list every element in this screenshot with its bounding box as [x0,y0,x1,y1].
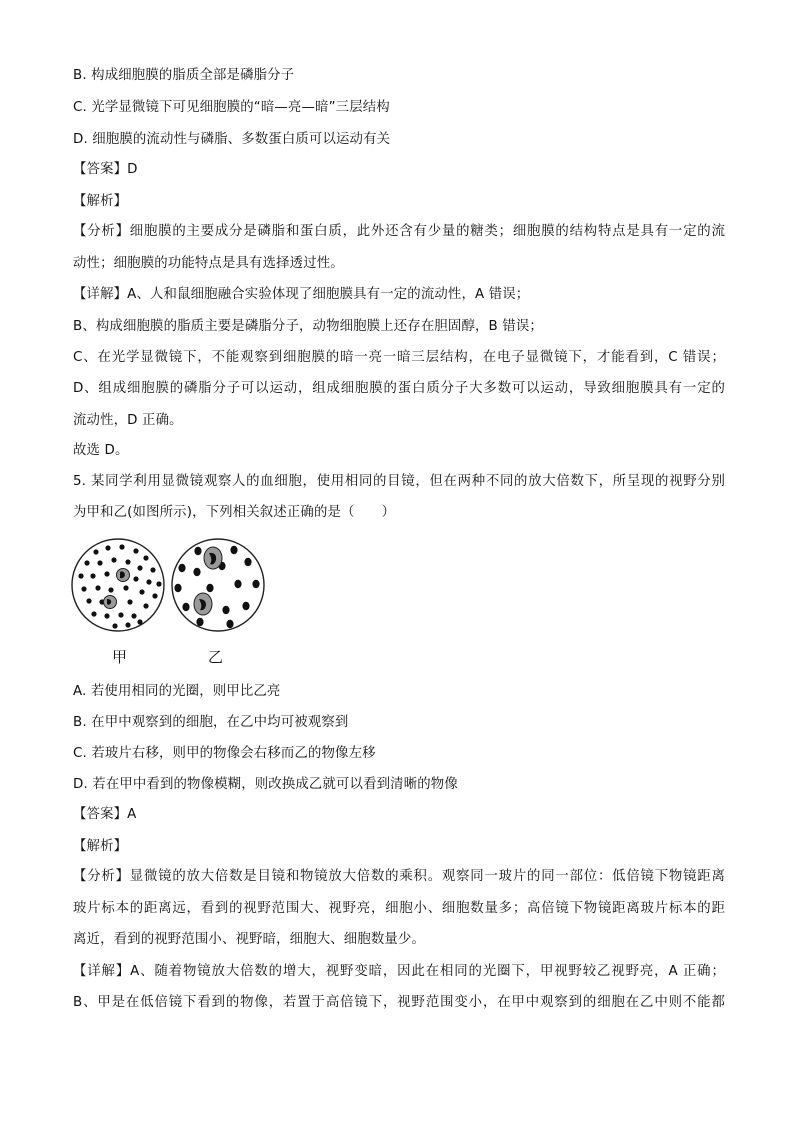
question-5-line1: 5. 某同学利用显微镜观察人的血细胞，使用相同的目镜，但在两种不同的放大倍数下，所呈现的视野分别 [73,474,725,489]
option-a-q5: A. 若使用相同的光圈，则甲比乙亮 [73,684,281,699]
option-d-q4: D. 细胞膜的流动性与磷脂、多数蛋白质可以运动有关 [73,132,391,147]
answer-q4: 【答案】D [73,162,138,177]
microscope-fields-figure [70,536,270,666]
analysis-q4-line1: 【分析】细胞膜的主要成分是磷脂和蛋白质，此外还含有少量的糖类；细胞膜的结构特点是具有一定的流 [73,224,725,239]
analysis-q5-line1: 【分析】显微镜的放大倍数是目镜和物镜放大倍数的乘积。观察同一玻片的同一部位：低倍镜下物镜距离 [73,869,725,884]
analysis-heading-q5: 【解析】 [73,839,128,854]
field-jia [72,539,164,631]
analysis-heading-q4: 【解析】 [73,194,128,209]
choice-q4: 故选 D。 [73,443,129,458]
option-c-q4: C. 光学显微镜下可见细胞膜的“暗—亮—暗”三层结构 [73,100,390,115]
blood-cell-fields-drawing [70,536,270,666]
label-yi: 乙 [208,648,224,666]
option-c-q5: C. 若玻片右移，则甲的物像会右移而乙的物像左移 [73,746,376,761]
analysis-q5-line2: 玻片标本的距离远，看到的视野范围大、视野亮，细胞小、细胞数量多；高倍镜下物镜距离玻片标本的距 [73,901,725,916]
question-5-line2: 为甲和乙(如图所示)，下列相关叙述正确的是（ ） [73,505,396,520]
detail-q4-c: C、在光学显微镜下，不能观察到细胞膜的暗一亮一暗三层结构，在电子显微镜下，才能看到，C 错误； [73,350,725,365]
detail-q4-a: 【详解】A、人和鼠细胞融合实验体现了细胞膜具有一定的流动性，A 错误； [73,287,530,302]
field-yi [172,539,264,631]
option-b-q5: B. 在甲中观察到的细胞，在乙中均可被观察到 [73,715,349,730]
detail-q4-d-line2: 流动性，D 正确。 [73,413,183,428]
detail-q4-d-line1: D、组成细胞膜的磷脂分子可以运动，组成细胞膜的蛋白质分子大多数可以运动，导致细胞膜具有一定的 [73,381,725,396]
analysis-q5-line3: 离近，看到的视野范围小、视野暗，细胞大、细胞数量少。 [73,932,426,947]
answer-q5: 【答案】A [73,807,137,822]
analysis-q4-line2: 动性；细胞膜的功能特点是具有选择透过性。 [73,256,344,271]
label-jia: 甲 [112,648,128,666]
option-d-q5: D. 若在甲中看到的物像模糊，则改换成乙就可以看到清晰的物像 [73,777,458,792]
detail-q5-a: 【详解】A、随着物镜放大倍数的增大，视野变暗，因此在相同的光圈下，甲视野较乙视野亮，A 正确； [73,964,725,979]
detail-q4-b: B、构成细胞膜的脂质主要是磷脂分子，动物细胞膜上还存在胆固醇，B 错误； [73,319,543,334]
detail-q5-b: B、甲是在低倍镜下看到的物像，若置于高倍镜下，视野范围变小，在甲中观察到的细胞在乙中则不能都 [73,995,725,1010]
option-b-q4: B. 构成细胞膜的脂质全部是磷脂分子 [73,68,295,83]
